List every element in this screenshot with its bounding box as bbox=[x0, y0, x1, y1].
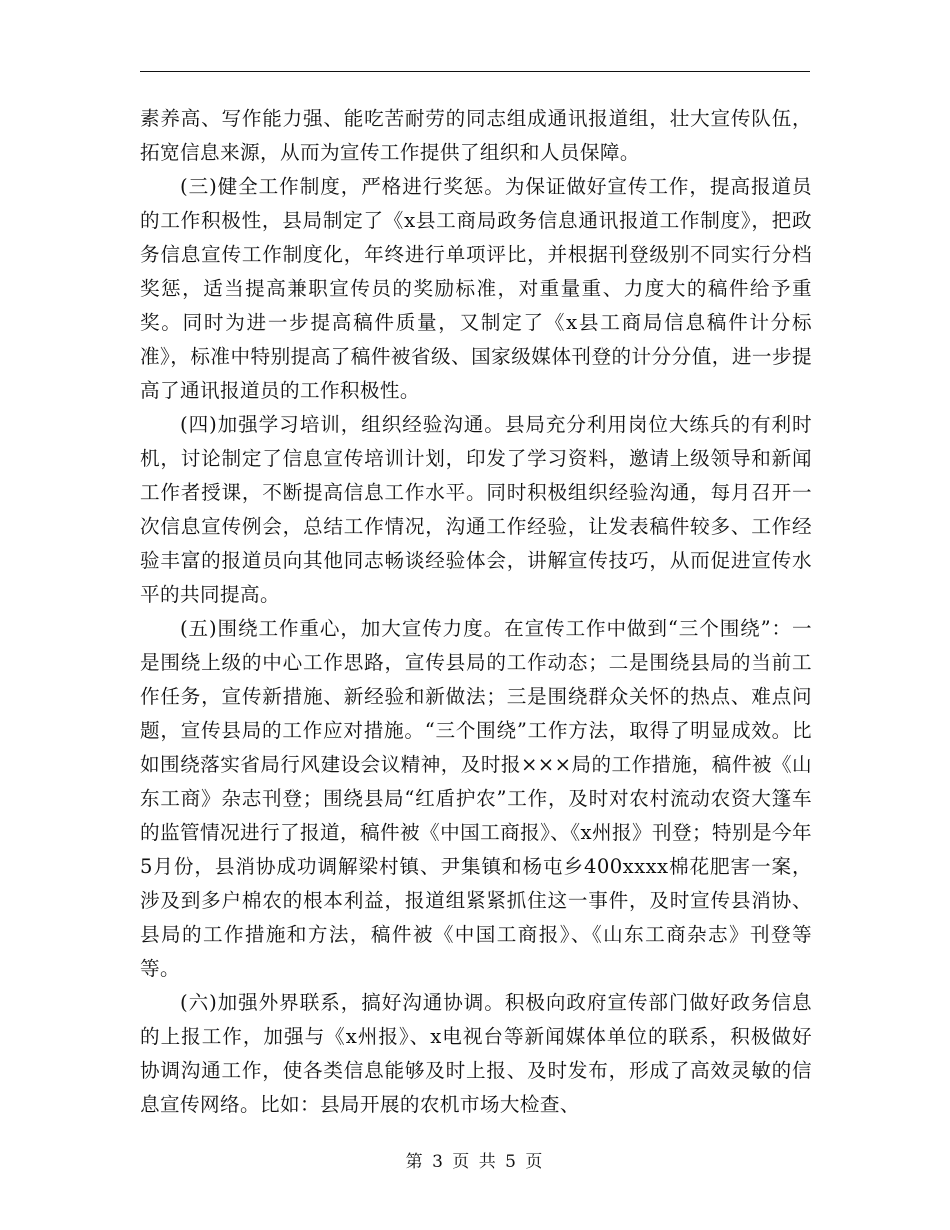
paragraph-section-6: (六)加强外界联系，搞好沟通协调。积极向政府宣传部门做好政务信息的上报工作，加强与《x州报》、x电视台等新闻媒体单位的联系，积极做好协调沟通工作，使各类信息能够及时上报、及时发布，形成了高效灵敏的信息宣传网络。比如：县局开展的农机市场大检查、 bbox=[140, 991, 812, 1116]
paragraph-section-5: (五)围绕工作重心，加大宣传力度。在宣传工作中做到“三个围绕”：一是围绕上级的中心工作思路，宣传县局的工作动态；二是围绕县局的当前工作任务，宣传新措施、新经验和新做法；三是围绕群众关怀的热点、难点问题，宣传县局的工作应对措施。“三个围绕”工作方法，取得了明显成效。比如围绕落实省局行风建设会议精神，及时报×××局的工作措施，稿件被《山东工商》杂志刊登；围绕县局“红盾护农”工作，及时对农村流动农资大篷车的监管情况进行了报道，稿件被《中国工商报》、《x州报》刊登；特别是今年5月份，县消协成功调解梁村镇、尹集镇和杨屯乡400xxxx棉花肥害一案，涉及到多户棉农的根本利益，报道组紧紧抓住这一事件，及时宣传县消协、县局的工作措施和方法，稿件被《中国工商报》、《山东工商杂志》刊登等等。 bbox=[140, 617, 812, 980]
page-number-footer: 第 3 页 共 5 页 bbox=[405, 1152, 545, 1172]
paragraph-section-4: (四)加强学习培训，组织经验沟通。县局充分利用岗位大练兵的有利时机，讨论制定了信息宣传培训计划，印发了学习资料，邀请上级领导和新闻工作者授课，不断提高信息工作水平。同时积极组织经验沟通，每月召开一次信息宣传例会，总结工作情况，沟通工作经验，让发表稿件较多、工作经验丰富的报道员向其他同志畅谈经验体会，讲解宣传技巧，从而促进宣传水平的共同提高。 bbox=[140, 413, 812, 606]
paragraph-continuation: 素养高、写作能力强、能吃苦耐劳的同志组成通讯报道组，壮大宣传队伍，拓宽信息来源，从而为宣传工作提供了组织和人员保障。 bbox=[140, 107, 812, 164]
paragraph-section-3: (三)健全工作制度，严格进行奖惩。为保证做好宣传工作，提高报道员的工作积极性，县局制定了《x县工商局政务信息通讯报道工作制度》，把政务信息宣传工作制度化，年终进行单项评比，并根据刊登级别不同实行分档奖惩，适当提高兼职宣传员的奖励标准，对重量重、力度大的稿件给予重奖。同时为进一步提高稿件质量，又制定了《x县工商局信息稿件计分标准》，标准中特别提高了稿件被省级、国家级媒体刊登的计分分值，进一步提高了通讯报道员的工作积极性。 bbox=[140, 175, 812, 402]
document-body bbox=[140, 102, 812, 1122]
header-rule bbox=[140, 71, 810, 72]
